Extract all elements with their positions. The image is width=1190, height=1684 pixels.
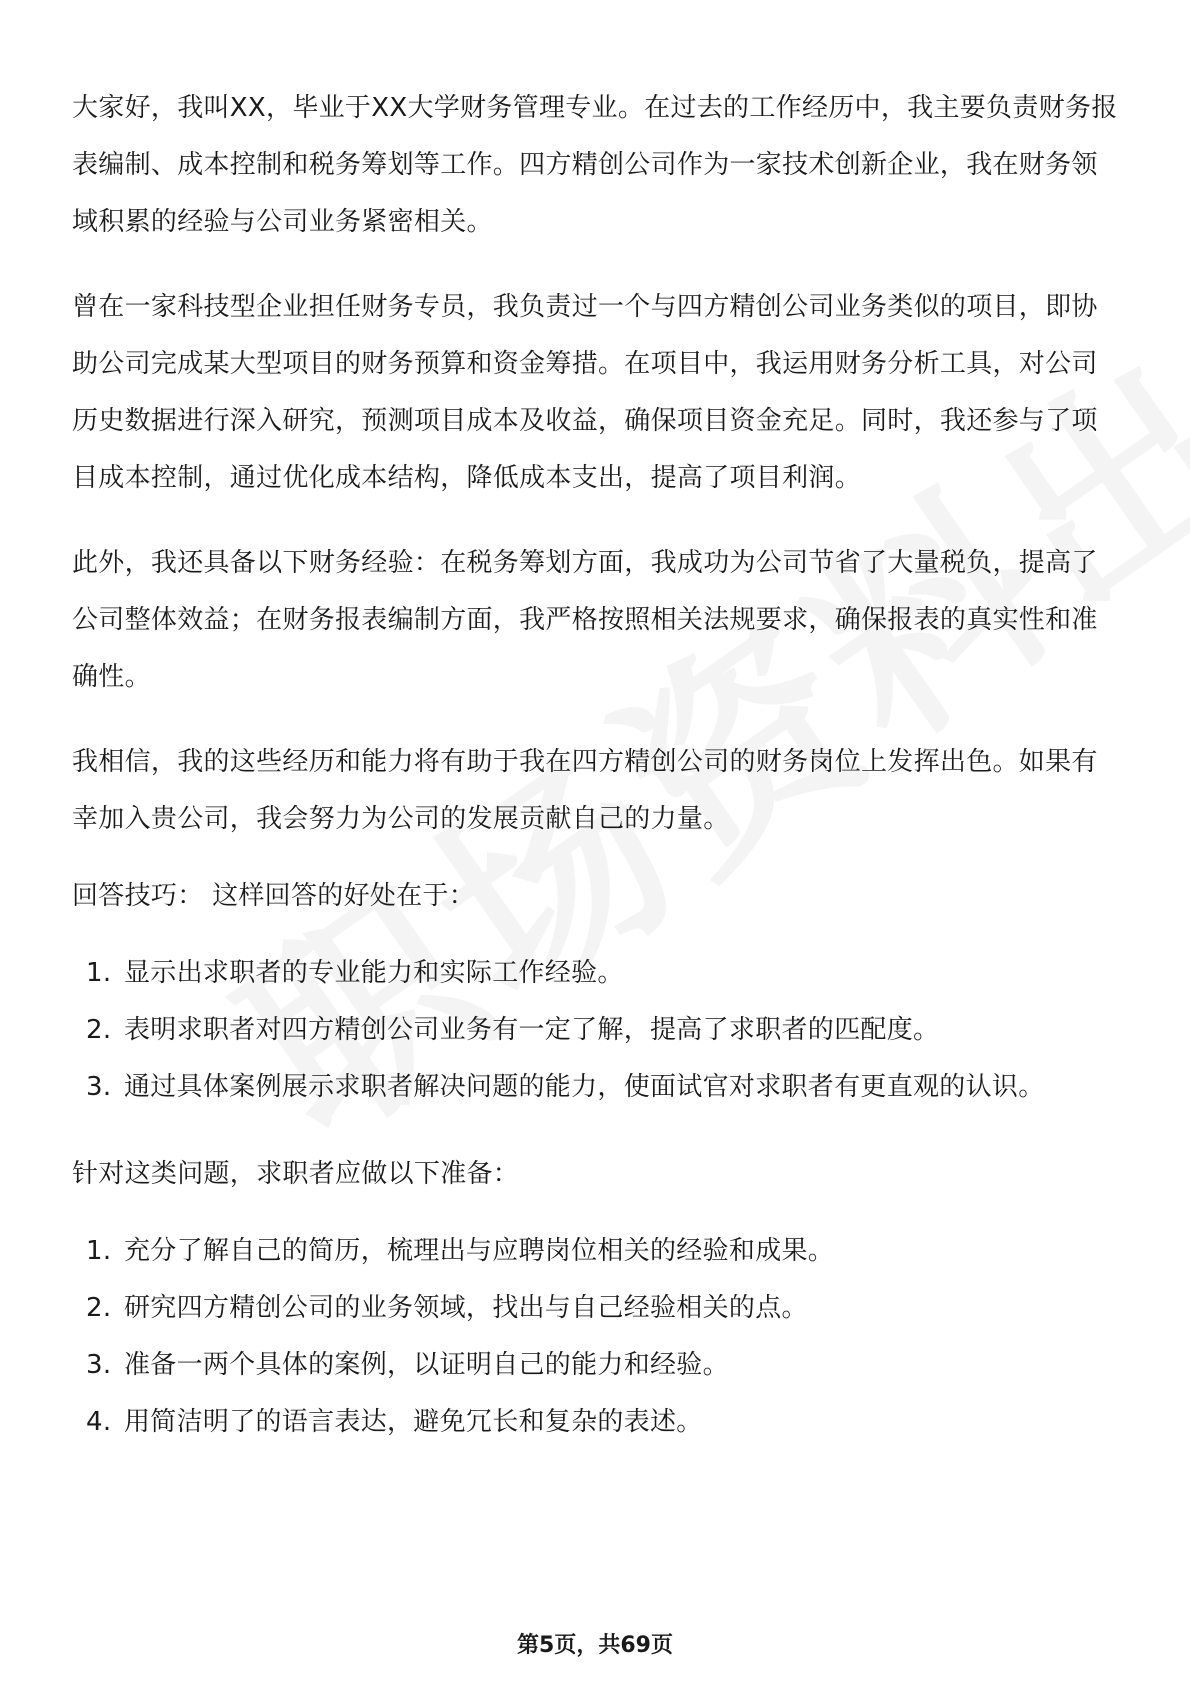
list-number: 1. bbox=[86, 958, 112, 988]
list-item bbox=[72, 945, 1120, 1002]
tips-heading: 回答技巧： 这样回答的好处在于： bbox=[72, 881, 476, 911]
list-item bbox=[72, 1223, 1120, 1280]
paragraph-finance-experience: 此外，我还具备以下财务经验：在税务筹划方面，我成功为公司节省了大量税负，提高了公司整体效益；在财务报表编制方面，我严格按照相关法规要求，确保报表的真实性和准确性。 bbox=[72, 548, 1098, 692]
list-number: 2. bbox=[86, 1293, 112, 1323]
list-item-text: 显示出求职者的专业能力和实际工作经验。 bbox=[124, 958, 624, 988]
list-item-text: 准备一两个具体的案例，以证明自己的能力和经验。 bbox=[124, 1350, 729, 1380]
paragraph-project-experience: 曾在一家科技型企业担任财务专员，我负责过一个与四方精创公司业务类似的项目，即协助公司完成某大型项目的财务预算和资金筹措。在项目中，我运用财务分析工具，对公司历史数据进行深入研究，预测项目成本及收益，确保项目资金充足。同时，我还参与了项目成本控制，通过优化成本结构，降低成本支出，提高了项目利润。 bbox=[72, 292, 1098, 493]
prep-heading: 针对这类问题，求职者应做以下准备： bbox=[72, 1159, 520, 1189]
list-number: 4. bbox=[86, 1407, 112, 1437]
list-item bbox=[72, 1337, 1120, 1394]
paragraph-intro: 大家好，我叫XX，毕业于XX大学财务管理专业。在过去的工作经历中，我主要负责财务报表编制、成本控制和税务筹划等工作。四方精创公司作为一家技术创新企业，我在财务领域积累的经验与公司业务紧密相关。 bbox=[72, 93, 1118, 237]
list-number: 1. bbox=[86, 1236, 112, 1266]
prep-list bbox=[72, 1223, 1120, 1451]
list-item bbox=[72, 1059, 1120, 1116]
list-item-text: 通过具体案例展示求职者解决问题的能力，使面试官对求职者有更直观的认识。 bbox=[124, 1072, 1045, 1102]
page-number-footer: 第5页，共69页 bbox=[517, 1633, 673, 1658]
list-item-text: 研究四方精创公司的业务领域，找出与自己经验相关的点。 bbox=[124, 1293, 808, 1323]
list-item bbox=[72, 1002, 1120, 1059]
list-item bbox=[72, 1280, 1120, 1337]
list-item-text: 用简洁明了的语言表达，避免冗长和复杂的表述。 bbox=[124, 1407, 703, 1437]
paragraph-closing: 我相信，我的这些经历和能力将有助于我在四方精创公司的财务岗位上发挥出色。如果有幸加入贵公司，我会努力为公司的发展贡献自己的力量。 bbox=[72, 747, 1098, 834]
document-body bbox=[72, 80, 1120, 1481]
list-item-text: 充分了解自己的简历，梳理出与应聘岗位相关的经验和成果。 bbox=[124, 1236, 835, 1266]
list-number: 2. bbox=[86, 1015, 112, 1045]
list-number: 3. bbox=[86, 1350, 112, 1380]
list-item-text: 表明求职者对四方精创公司业务有一定了解，提高了求职者的匹配度。 bbox=[124, 1015, 940, 1045]
tips-list bbox=[72, 945, 1120, 1116]
list-item bbox=[72, 1394, 1120, 1451]
list-number: 3. bbox=[86, 1072, 112, 1102]
